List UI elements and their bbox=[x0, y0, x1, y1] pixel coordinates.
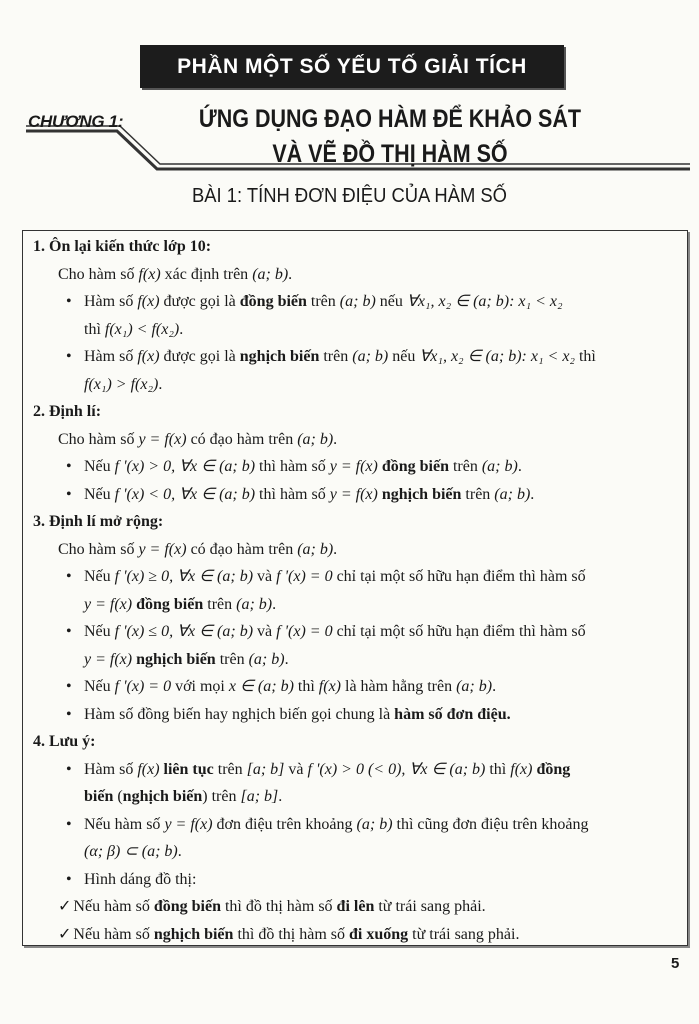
text: . bbox=[492, 678, 497, 695]
math-expression: (a; b) bbox=[339, 293, 376, 310]
text: Cho hàm số bbox=[58, 265, 139, 283]
text: trên bbox=[203, 595, 237, 613]
math-expression: y = f(x) bbox=[84, 650, 133, 668]
text: thì đồ thị hàm số bbox=[233, 925, 349, 943]
math-expression: y = f(x) bbox=[329, 458, 378, 475]
bold-text: biến bbox=[84, 788, 114, 805]
text: . bbox=[284, 650, 289, 668]
math-expression: f '(x) ≥ 0, ∀x ∈ (a; b) bbox=[114, 568, 254, 585]
math-expression: (a; b) bbox=[481, 458, 518, 475]
bullet-item bbox=[33, 756, 673, 784]
text: . bbox=[158, 375, 163, 393]
text: Cho hàm số bbox=[58, 430, 139, 448]
bold-text: nghịch biến bbox=[132, 650, 216, 668]
text: Nếu hàm số bbox=[84, 815, 165, 833]
text: và bbox=[253, 568, 277, 585]
text-line bbox=[33, 646, 673, 674]
check-item bbox=[33, 893, 673, 921]
text: . bbox=[517, 458, 522, 475]
text: là hàm hằng trên bbox=[341, 678, 457, 695]
math-expression: (a; b) bbox=[297, 540, 334, 558]
text: trên bbox=[448, 458, 482, 475]
bold-text: 2. Định lí: bbox=[33, 403, 102, 420]
theory-content bbox=[33, 233, 673, 948]
chapter-title-line1: ỨNG DỤNG ĐẠO HÀM ĐỂ KHẢO SÁT bbox=[198, 105, 582, 133]
section-heading bbox=[33, 233, 673, 261]
math-expression: (a; b) bbox=[356, 815, 393, 833]
text: Cho hàm số bbox=[58, 540, 139, 558]
check-item bbox=[33, 921, 673, 949]
text: . bbox=[333, 540, 338, 558]
math-expression: x ∈ (a; b) bbox=[228, 678, 294, 695]
text: chỉ tại một số hữu hạn điểm thì hàm số bbox=[332, 568, 586, 585]
text: thì bbox=[84, 320, 105, 338]
text: trên bbox=[461, 485, 495, 503]
text-line bbox=[33, 838, 673, 866]
bold-text: đồng biến bbox=[239, 293, 307, 310]
bold-text: đi lên bbox=[336, 898, 375, 915]
bold-text: nghịch biến bbox=[239, 348, 320, 365]
text: . bbox=[530, 485, 535, 503]
math-expression: f(x) bbox=[137, 760, 160, 778]
text: thì hàm số bbox=[255, 485, 330, 503]
text: từ trái sang phải. bbox=[408, 925, 520, 943]
text-line bbox=[33, 591, 673, 619]
text: trên bbox=[319, 348, 353, 365]
chapter-label: CHƯƠNG 1: bbox=[28, 112, 124, 131]
math-expression: f(x₁) > f(x₂) bbox=[84, 375, 159, 393]
text-line bbox=[33, 261, 673, 289]
text: . bbox=[179, 320, 184, 338]
math-expression: ∀x₁, x₂ ∈ (a; b): x₁ < x₂ bbox=[406, 293, 563, 310]
text: Hàm số đồng biến hay nghịch biến gọi chung là bbox=[84, 705, 395, 723]
text: . bbox=[177, 843, 182, 860]
text: Hình dáng đồ thị: bbox=[84, 870, 197, 888]
text: và bbox=[284, 760, 308, 778]
section-heading bbox=[33, 728, 673, 756]
bold-text: 1. Ôn lại kiến thức lớp 10: bbox=[33, 238, 212, 255]
part-title: PHẦN MỘT SỐ YẾU TỐ GIẢI TÍCH bbox=[140, 45, 564, 88]
text: có đạo hàm trên bbox=[186, 430, 298, 448]
text: thì bbox=[485, 760, 511, 778]
text-line bbox=[33, 316, 673, 344]
text: với mọi bbox=[171, 678, 229, 695]
math-expression: ∀x₁, x₂ ∈ (a; b): x₁ < x₂ bbox=[419, 348, 575, 365]
text: thì bbox=[574, 348, 596, 365]
math-expression: f(x) bbox=[137, 293, 160, 310]
text-line bbox=[33, 536, 673, 564]
math-expression: (a; b) bbox=[456, 678, 493, 695]
bullet-item bbox=[33, 866, 673, 894]
bold-text: 4. Lưu ý: bbox=[33, 733, 96, 750]
bullet-item bbox=[33, 481, 673, 509]
bold-text: liên tục bbox=[159, 760, 214, 778]
text: . bbox=[278, 788, 283, 805]
math-expression: (a; b) bbox=[252, 265, 289, 283]
section-heading bbox=[33, 398, 673, 426]
bold-text: đi xuống bbox=[349, 925, 409, 943]
text: Nếu bbox=[84, 458, 115, 475]
math-expression: f(x₁) < f(x₂) bbox=[104, 320, 180, 338]
math-expression: f '(x) > 0, ∀x ∈ (a; b) bbox=[114, 458, 256, 475]
bullet-item bbox=[33, 453, 673, 481]
bullet-item bbox=[33, 563, 673, 591]
text: từ trái sang phải. bbox=[374, 898, 486, 915]
math-expression: (a; b) bbox=[248, 650, 285, 668]
math-expression: f(x) bbox=[510, 760, 533, 778]
bullet-item bbox=[33, 811, 673, 839]
text: Hàm số bbox=[84, 760, 138, 778]
text: được gọi là bbox=[159, 293, 240, 310]
bold-text: 3. Định lí mở rộng: bbox=[33, 513, 164, 530]
math-expression: (α; β) ⊂ (a; b) bbox=[84, 843, 178, 860]
math-expression: f(x) bbox=[137, 348, 160, 365]
lesson-title: BÀI 1: TÍNH ĐƠN ĐIỆU CỦA HÀM SỐ bbox=[191, 185, 508, 207]
text: ( bbox=[113, 788, 123, 805]
math-expression: (a; b) bbox=[494, 485, 531, 503]
text: thì cũng đơn điệu trên khoảng bbox=[392, 815, 589, 833]
bold-text: nghịch biến bbox=[122, 788, 203, 805]
bold-text: đồng biến bbox=[377, 458, 449, 475]
bold-text: đồng biến bbox=[153, 898, 221, 915]
math-expression: y = f(x) bbox=[138, 540, 187, 558]
math-expression: y = f(x) bbox=[329, 485, 378, 503]
text: Nếu hàm số bbox=[73, 898, 154, 915]
bullet-item bbox=[33, 288, 673, 316]
text: Nếu bbox=[84, 485, 115, 503]
text: . bbox=[333, 430, 338, 448]
bold-text: hàm số đơn điệu. bbox=[394, 705, 511, 723]
math-expression: f '(x) = 0 bbox=[276, 623, 333, 640]
math-expression: [a; b] bbox=[240, 788, 279, 805]
text: xác định trên bbox=[160, 265, 253, 283]
bold-text: đồng biến bbox=[132, 595, 204, 613]
bold-text: đồng bbox=[532, 760, 571, 778]
bullet-item bbox=[33, 343, 673, 371]
text-line bbox=[33, 426, 673, 454]
text: thì đồ thị hàm số bbox=[220, 898, 337, 915]
text: thì hàm số bbox=[255, 458, 330, 475]
math-expression: (a; b) bbox=[236, 595, 273, 613]
text-line bbox=[33, 783, 673, 811]
text: có đạo hàm trên bbox=[186, 540, 298, 558]
text: Hàm số bbox=[84, 348, 138, 365]
bullet-item bbox=[33, 673, 673, 701]
math-expression: f(x) bbox=[138, 265, 161, 283]
text: trên bbox=[213, 760, 247, 778]
bullet-item bbox=[33, 701, 673, 729]
text: trên bbox=[215, 650, 249, 668]
text: Hàm số bbox=[84, 293, 138, 310]
text: trên bbox=[306, 293, 340, 310]
math-expression: f '(x) ≤ 0, ∀x ∈ (a; b) bbox=[114, 623, 254, 640]
text: chỉ tại một số hữu hạn điểm thì hàm số bbox=[332, 623, 586, 640]
text: . bbox=[288, 265, 293, 283]
text: ) trên bbox=[202, 788, 241, 805]
text: Nếu hàm số bbox=[73, 925, 154, 943]
text: Nếu bbox=[84, 678, 115, 695]
text: thì bbox=[293, 678, 319, 695]
math-expression: f '(x) < 0, ∀x ∈ (a; b) bbox=[114, 485, 256, 503]
text: và bbox=[253, 623, 277, 640]
math-expression: f '(x) = 0 bbox=[114, 678, 172, 695]
text: Nếu bbox=[84, 623, 115, 640]
math-expression: f(x) bbox=[318, 678, 341, 695]
math-expression: f '(x) > 0 (< 0), ∀x ∈ (a; b) bbox=[307, 760, 486, 778]
bold-text: nghịch biến bbox=[377, 485, 462, 503]
text: . bbox=[272, 595, 277, 613]
text: đơn điệu trên khoảng bbox=[212, 815, 357, 833]
page-number: 5 bbox=[671, 955, 680, 972]
text: nếu bbox=[375, 293, 407, 310]
text-line bbox=[33, 371, 673, 399]
bullet-item bbox=[33, 618, 673, 646]
math-expression: (a; b) bbox=[352, 348, 389, 365]
bold-text: nghịch biến bbox=[153, 925, 234, 943]
math-expression: [a; b] bbox=[246, 760, 285, 778]
text: Nếu bbox=[84, 568, 115, 585]
section-heading bbox=[33, 508, 673, 536]
math-expression: y = f(x) bbox=[84, 595, 133, 613]
math-expression: y = f(x) bbox=[164, 815, 213, 833]
math-expression: (a; b) bbox=[297, 430, 334, 448]
text: nếu bbox=[388, 348, 420, 365]
text: được gọi là bbox=[159, 348, 240, 365]
chapter-title-line2: VÀ VẼ ĐỒ THỊ HÀM SỐ bbox=[272, 140, 508, 168]
theory-box bbox=[22, 230, 688, 946]
math-expression: y = f(x) bbox=[138, 430, 187, 448]
math-expression: f '(x) = 0 bbox=[276, 568, 333, 585]
